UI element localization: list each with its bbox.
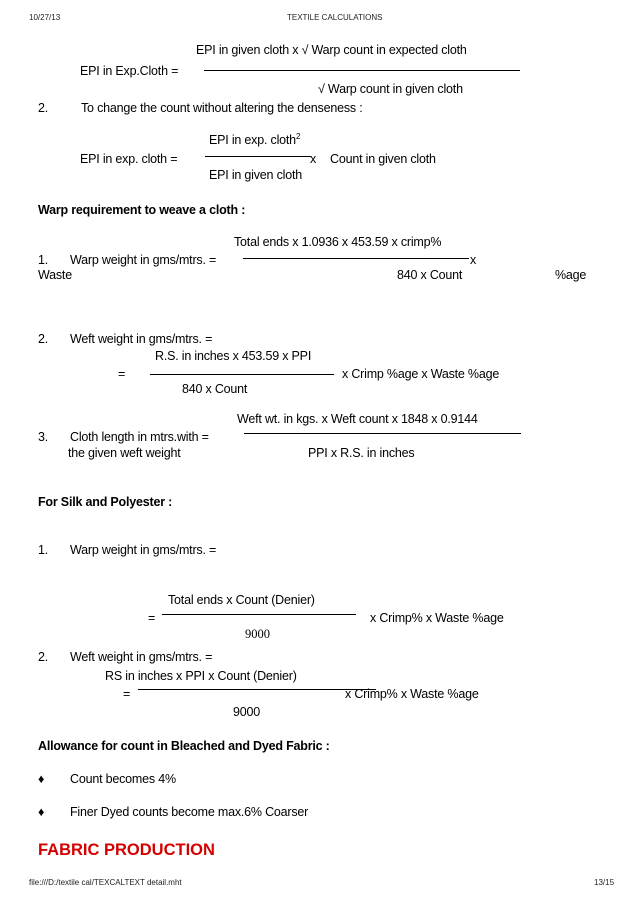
warp1-fraction-line: [243, 258, 469, 259]
silk1-label: Warp weight in gms/mtrs. =: [70, 543, 217, 557]
silk1-numerator: Total ends x Count (Denier): [168, 593, 315, 607]
item2-times: x: [310, 152, 317, 166]
footer-page: 13/15: [594, 878, 615, 887]
item2-denominator: EPI in given cloth: [209, 168, 302, 182]
allowance-heading: Allowance for count in Bleached and Dyed Fabric :: [38, 739, 330, 753]
weft2-rhs: x Crimp %age x Waste %age: [342, 367, 500, 381]
silk2-fraction-line: [138, 689, 376, 690]
silk2-rhs: x Crimp% x Waste %age: [345, 687, 479, 701]
weft2-number: 2.: [38, 332, 49, 346]
header-date: 10/27/13: [29, 13, 61, 22]
weft2-equals: =: [118, 367, 126, 381]
formula1-lhs: EPI in Exp.Cloth =: [80, 64, 179, 78]
item2-numerator-sup: 2: [295, 131, 301, 141]
warp1-waste: Waste: [38, 268, 72, 282]
silk2-number: 2.: [38, 650, 49, 664]
warp1-label: Warp weight in gms/mtrs. =: [70, 253, 217, 267]
cloth3-number: 3.: [38, 430, 49, 444]
warp1-denominator: 840 x Count: [397, 268, 463, 282]
silk1-equals: =: [148, 611, 156, 625]
formula1-fraction-line: [204, 70, 520, 71]
item2-rhs: Count in given cloth: [330, 152, 436, 166]
allowance-bullet-1: Count becomes 4%: [70, 772, 176, 786]
item2-numerator-text: EPI in exp. cloth: [209, 133, 296, 147]
warp1-times: x: [470, 253, 477, 267]
silk1-rhs: x Crimp% x Waste %age: [370, 611, 504, 625]
silk2-numerator: RS in inches x PPI x Count (Denier): [105, 669, 297, 683]
footer-path: file:///D:/textile cal/TEXCALTEXT detail.mht: [29, 878, 182, 887]
silk2-label: Weft weight in gms/mtrs. =: [70, 650, 213, 664]
allowance-bullet-2: Finer Dyed counts become max.6% Coarser: [70, 805, 309, 819]
cloth3-denominator: PPI x R.S. in inches: [308, 446, 415, 460]
section-title: FABRIC PRODUCTION: [38, 841, 215, 859]
item2-fraction-line: [205, 156, 311, 157]
item2-lhs: EPI in exp. cloth =: [80, 152, 178, 166]
cloth3-label: Cloth length in mtrs.with =: [70, 430, 209, 444]
weft2-denominator: 840 x Count: [182, 382, 248, 396]
item2-numerator: [209, 133, 300, 147]
allowance-bullet-1-icon: ♦: [38, 772, 45, 786]
formula1-denominator: √ Warp count in given cloth: [318, 82, 463, 96]
item2-number: 2.: [38, 101, 49, 115]
warp-requirement-heading: Warp requirement to weave a cloth :: [38, 203, 246, 217]
warp1-number: 1.: [38, 253, 49, 267]
cloth3-fraction-line: [244, 433, 521, 434]
weft2-numerator: R.S. in inches x 453.59 x PPI: [155, 349, 312, 363]
weft2-label: Weft weight in gms/mtrs. =: [70, 332, 213, 346]
header-title: TEXTILE CALCULATIONS: [287, 13, 383, 22]
warp1-numerator: Total ends x 1.0936 x 453.59 x crimp%: [234, 235, 442, 249]
cloth3-numerator: Weft wt. in kgs. x Weft count x 1848 x 0.9144: [237, 412, 478, 426]
silk1-denominator: 9000: [245, 627, 270, 641]
silk-polyester-heading: For Silk and Polyester :: [38, 495, 173, 509]
silk1-fraction-line: [162, 614, 356, 615]
allowance-bullet-2-icon: ♦: [38, 805, 45, 819]
silk1-number: 1.: [38, 543, 49, 557]
warp1-percent: %age: [555, 268, 587, 282]
item2-text: To change the count without altering the denseness :: [81, 101, 363, 115]
weft2-fraction-line: [150, 374, 334, 375]
formula1-numerator: EPI in given cloth x √ Warp count in expected cloth: [196, 43, 467, 57]
silk2-denominator: 9000: [233, 705, 261, 719]
cloth3-label2: the given weft weight: [68, 446, 181, 460]
silk2-equals: =: [123, 687, 131, 701]
